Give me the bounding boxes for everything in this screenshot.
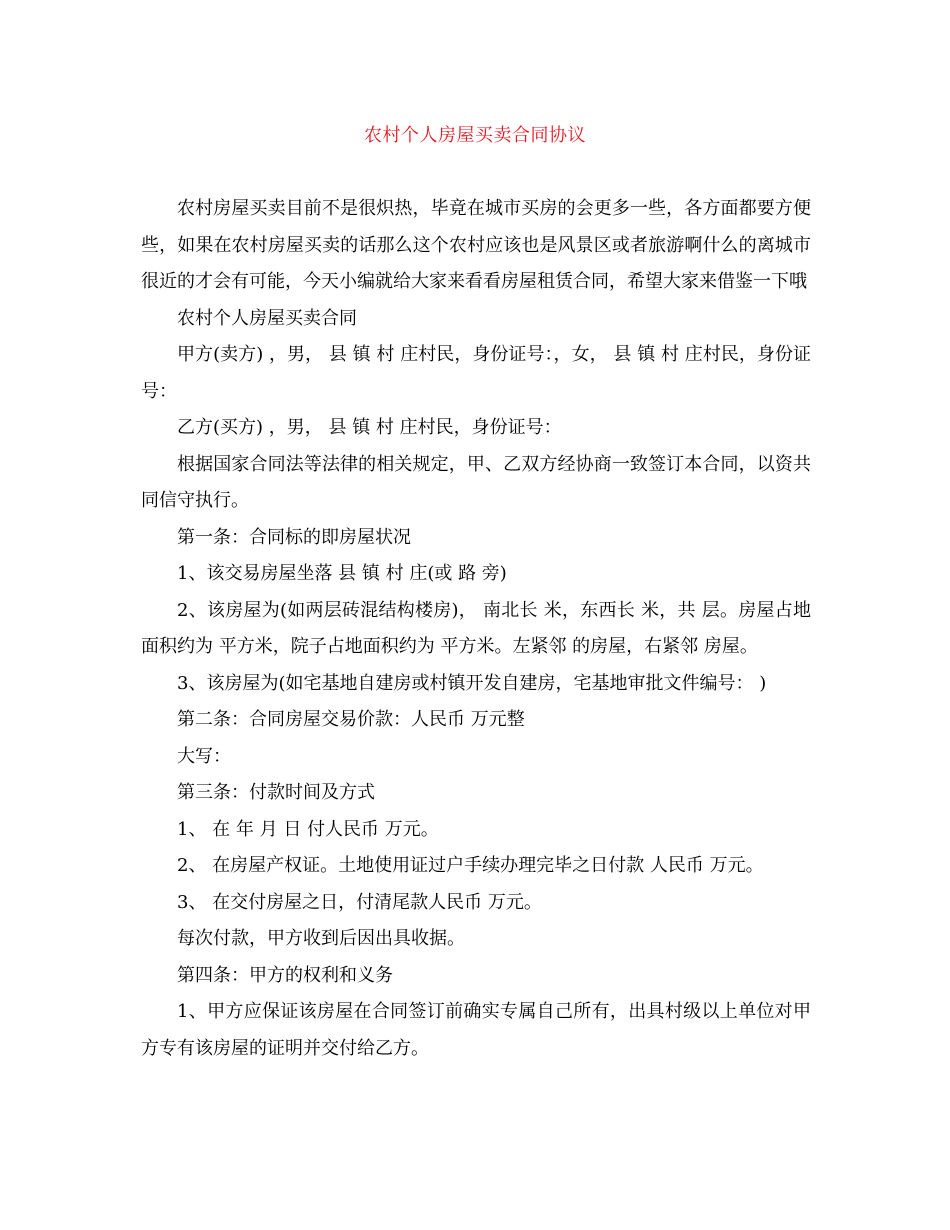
paragraph-party-b: 乙方(买方) ，男， 县 镇 村 庄村民，身份证号： bbox=[177, 417, 562, 438]
paragraph-capital-amount: 大写： bbox=[177, 745, 231, 767]
paragraph-article-1-item-3: 3、该房屋为(如宅基地自建房或村镇开发自建房，宅基地审批文件编号： ) bbox=[177, 672, 767, 694]
paragraph-article-4: 第四条：甲方的权利和义务 bbox=[177, 964, 393, 986]
paragraph-basis: 根据国家合同法等法律的相关规定，甲、乙双方经协商一致签订本合同，以资共同信守执行。 bbox=[141, 453, 811, 511]
document-title: 农村个人房屋买卖合同协议 bbox=[364, 125, 586, 146]
paragraph-article-1: 第一条：合同标的即房屋状况 bbox=[177, 526, 411, 548]
paragraph-article-2: 第二条：合同房屋交易价款：人民币 万元整 bbox=[177, 709, 525, 730]
paragraph-article-3-item-2: 2、 在房屋产权证。土地使用证过户手续办理完毕之日付款 人民币 万元。 bbox=[177, 855, 764, 876]
paragraph-party-a: 甲方(卖方) ，男， 县 镇 村 庄村民，身份证号：，女， 县 镇 村 庄村民，身份证号： bbox=[141, 344, 811, 402]
paragraph-article-4-item-1: 1、甲方应保证该房屋在合同签订前确实专属自己所有，出具村级以上单位对甲方专有该房屋的证明并交付给乙方。 bbox=[141, 1001, 811, 1059]
paragraph-contract-heading: 农村个人房屋买卖合同 bbox=[177, 307, 357, 329]
paragraph-article-1-item-2: 2、该房屋为(如两层砖混结构楼房)， 南北长 米，东西长 米，共 层。房屋占地面积约为 平方米，院子占地面积约为 平方米。左紧邻 的房屋，右紧邻 房屋。 bbox=[141, 599, 811, 657]
paragraph-article-3: 第三条：付款时间及方式 bbox=[177, 782, 375, 803]
document-body bbox=[141, 191, 811, 1067]
paragraph-article-3-item-3: 3、 在交付房屋之日，付清尾款人民币 万元。 bbox=[177, 891, 542, 913]
paragraph-intro: 农村房屋买卖目前不是很炽热，毕竟在城市买房的会更多一些，各方面都要方便些，如果在农村房屋买卖的话那么这个农村应该也是风景区或者旅游啊什么的离城市很近的才会有可能，今天小编就给大家来看看房屋租赁合同，希望大家来借鉴一下哦 bbox=[141, 198, 811, 292]
paragraph-receipt: 每次付款，甲方收到后因出具收据。 bbox=[177, 928, 465, 949]
paragraph-article-1-item-1: 1、该交易房屋坐落 县 镇 村 庄(或 路 旁) bbox=[177, 563, 507, 584]
paragraph-article-3-item-1: 1、 在 年 月 日 付人民币 万元。 bbox=[177, 818, 439, 840]
